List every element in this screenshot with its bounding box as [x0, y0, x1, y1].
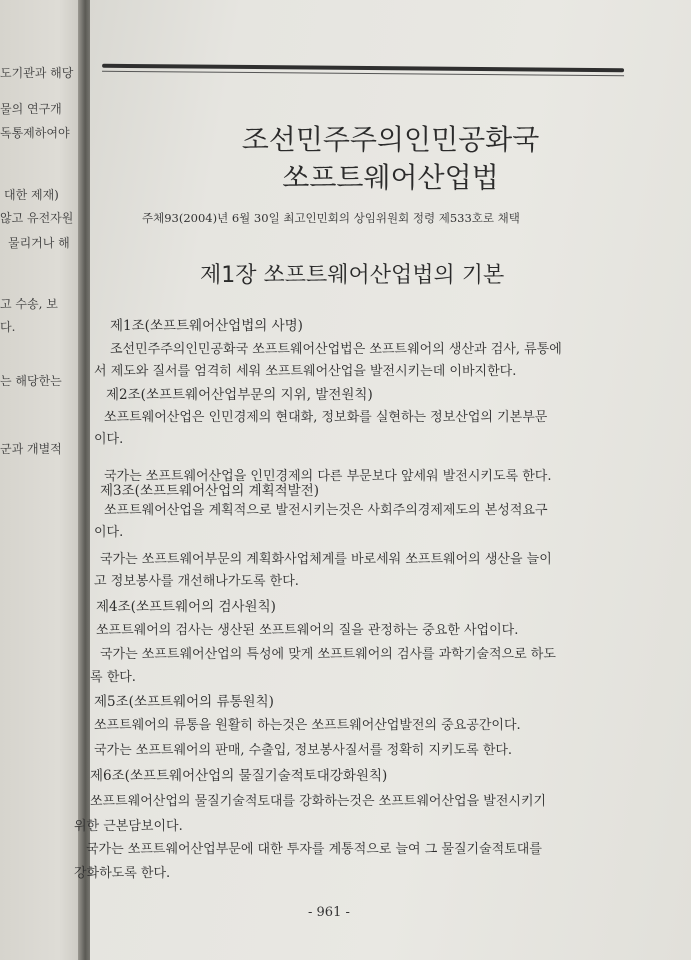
body-line: 국가는 쏘프트웨어의 판매, 수출입, 정보봉사질서를 정확히 지키도록 한다. — [94, 743, 513, 758]
left-page-line: 고 수송, 보 — [0, 297, 58, 311]
left-page-line: 는 해당한는 — [0, 374, 62, 388]
left-page-line: 도기관과 해당 — [0, 66, 74, 80]
page-number: - 961 - — [308, 905, 350, 920]
article-heading: 제5조(쏘프트웨어의 류통원칙) — [94, 694, 274, 710]
article-heading: 제6조(쏘프트웨어산업의 물질기술적토대강화원칙) — [90, 768, 388, 784]
header-rule — [102, 56, 624, 99]
article-heading: 제3조(쏘프트웨어산업의 계획적발전) — [100, 483, 320, 499]
left-page-line: 독통제하여야 — [0, 126, 70, 140]
body-line: 쏘프트웨어의 류통을 원활히 하는것은 쏘프트웨어산업발전의 중요공간이다. — [94, 718, 521, 733]
body-line: 국가는 쏘프트웨어산업부문에 대한 투자를 계통적으로 늘여 그 물질기술적토대를 — [86, 842, 542, 857]
body-line: 강화하도록 한다. — [74, 866, 171, 881]
left-page-line: 대한 제재) — [4, 188, 59, 202]
body-line: 국가는 쏘프트웨어부문의 계획화사업체계를 바로세워 쏘프트웨어의 생산을 늘이 — [100, 552, 552, 567]
body-line: 쏘프트웨어산업의 물질기술적토대를 강화하는것은 쏘프트웨어산업을 발전시키기 — [90, 794, 547, 809]
left-page-fragment — [0, 0, 84, 960]
left-page-line: 군과 개별적 — [0, 442, 62, 456]
body-line: 이다. — [94, 432, 124, 447]
left-page-line: 물의 연구개 — [0, 102, 62, 116]
body-line: 서 제도와 질서를 엄격히 세워 쏘프트웨어산업을 발전시키는데 이바지한다. — [94, 364, 517, 379]
article-heading: 제1조(쏘프트웨어산업법의 사명) — [110, 318, 303, 334]
left-page-line: 않고 유전자원 — [0, 211, 74, 225]
law-title-line2: 쏘프트웨어산업법 — [282, 161, 499, 194]
book-page — [74, 0, 691, 960]
body-line: 위한 근본담보이다. — [74, 819, 183, 834]
body-line: 쏘프트웨어의 검사는 생산된 쏘프트웨어의 질을 관정하는 중요한 사업이다. — [96, 623, 519, 638]
body-line: 고 정보봉사를 개선해나가도록 한다. — [94, 574, 299, 589]
body-line: 국가는 쏘프트웨어산업의 특성에 맞게 쏘프트웨어의 검사를 과학기술적으로 하도 — [100, 647, 556, 662]
chapter-heading: 제1장 쏘프트웨어산업법의 기본 — [200, 263, 505, 288]
body-line: 국가는 쏘프트웨어산업을 인민경제의 다른 부문보다 앞세워 발전시키도록 한다. — [104, 469, 552, 484]
adoption-note: 주체93(2004)년 6월 30일 최고인민회의 상임위원회 정령 제533호로 채택 — [142, 211, 520, 225]
left-page-line: 다. — [0, 320, 16, 334]
body-line: 쏘프트웨어산업은 인민경제의 현대화, 정보화를 실현하는 정보산업의 기본부문 — [104, 410, 548, 425]
body-line: 조선민주주의인민공화국 쏘프트웨어산업법은 쏘프트웨어의 생산과 검사, 류통에 — [110, 342, 562, 357]
body-line: 이다. — [94, 525, 124, 540]
article-heading: 제2조(쏘프트웨어산업부문의 지위, 발전원칙) — [106, 387, 373, 403]
body-line: 쏘프트웨어산업을 계획적으로 발전시키는것은 사회주의경제제도의 본성적요구 — [104, 503, 548, 518]
law-title-line1: 조선민주주의인민공화국 — [241, 123, 540, 156]
article-heading: 제4조(쏘프트웨어의 검사원칙) — [96, 599, 276, 615]
body-line: 록 한다. — [90, 670, 136, 685]
left-page-line: 물리거나 해 — [8, 236, 70, 250]
